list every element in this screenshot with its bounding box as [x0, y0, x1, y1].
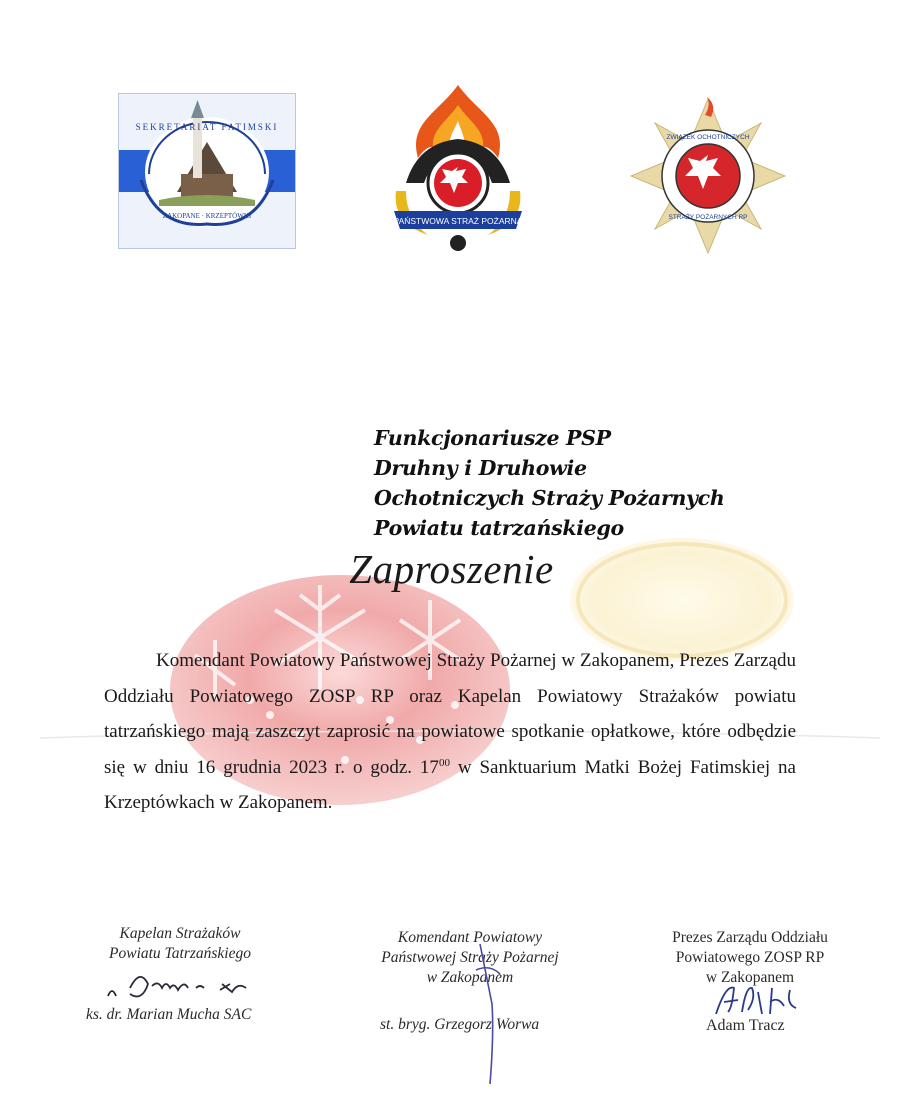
logo-left-top-text: SEKRETARIAT FATIMSKI	[135, 122, 279, 132]
signature-block-chaplain	[80, 924, 280, 964]
invitation-body	[104, 643, 796, 821]
body-part1: Komendant Powiatowy Państwowej Straży Pożarnej w Zakopanem, Prezes Zarządu Oddziału Powiatowego ZOSP RP oraz Kapelan Powiatowy Strażaków powiatu tatrzańskiego mają zaszczyt zaprosić na powiatowe spotkanie opłatkowe, które odbędzie się w dniu 16 grudnia 2023 r. o godz. 17	[104, 650, 796, 778]
handwritten-signature-commander	[470, 940, 510, 1090]
logo-center-ribbon-text: PAŃSTWOWA STRAŻ POŻARNA	[393, 216, 523, 226]
invitation-title: Zaproszenie	[349, 546, 554, 592]
sig-name-president: Adam Tracz	[706, 1017, 785, 1034]
sig-title-line: Państwowej Straży Pożarnej	[381, 949, 559, 966]
sekretariat-fatimski-logo	[118, 93, 296, 249]
handwritten-signature-president	[712, 982, 812, 1018]
sig-title-line: Kapelan Strażaków	[119, 925, 241, 942]
sig-title-line: w Zakopanem	[426, 969, 514, 986]
time-superscript: 00	[438, 756, 450, 769]
logo-right-ring-top: ZWIĄZEK OCHOTNICZYCH	[666, 134, 750, 141]
psp-logo	[388, 83, 528, 255]
logo-right-ring-bottom: STRAŻY POŻARNYCH RP	[668, 214, 748, 221]
body-part2: w Sanktuarium Matki Bożej Fatimskiej na Krzeptówkach w Zakopanem.	[104, 756, 796, 813]
zosp-rp-logo	[627, 95, 789, 257]
sig-title-line: Prezes Zarządu Oddziału	[672, 929, 828, 946]
recipient-line: Funkcjonariusze PSP	[374, 426, 611, 450]
sig-title-line: w Zakopanem	[705, 969, 795, 986]
sig-title-line: Powiatu Tatrzańskiego	[109, 945, 251, 962]
recipient-line: Powiatu tatrzańskiego	[374, 516, 624, 540]
sig-title-line: Komendant Powiatowy	[397, 929, 543, 946]
recipients-block	[374, 423, 814, 543]
sig-title-line: Powiatowego ZOSP RP	[675, 949, 825, 966]
sig-name-chaplain: ks. dr. Marian Mucha SAC	[86, 1006, 252, 1023]
recipient-line: Ochotniczych Straży Pożarnych	[374, 486, 725, 510]
sig-name-commander: st. bryg. Grzegorz Worwa	[380, 1016, 540, 1033]
recipient-line: Druhny i Druhowie	[374, 456, 587, 480]
logo-left-bottom-text: ZAKOPANE · KRZEPTÓWKI	[162, 212, 252, 220]
signature-block-president	[650, 928, 850, 988]
handwritten-signature-chaplain	[100, 966, 270, 1006]
